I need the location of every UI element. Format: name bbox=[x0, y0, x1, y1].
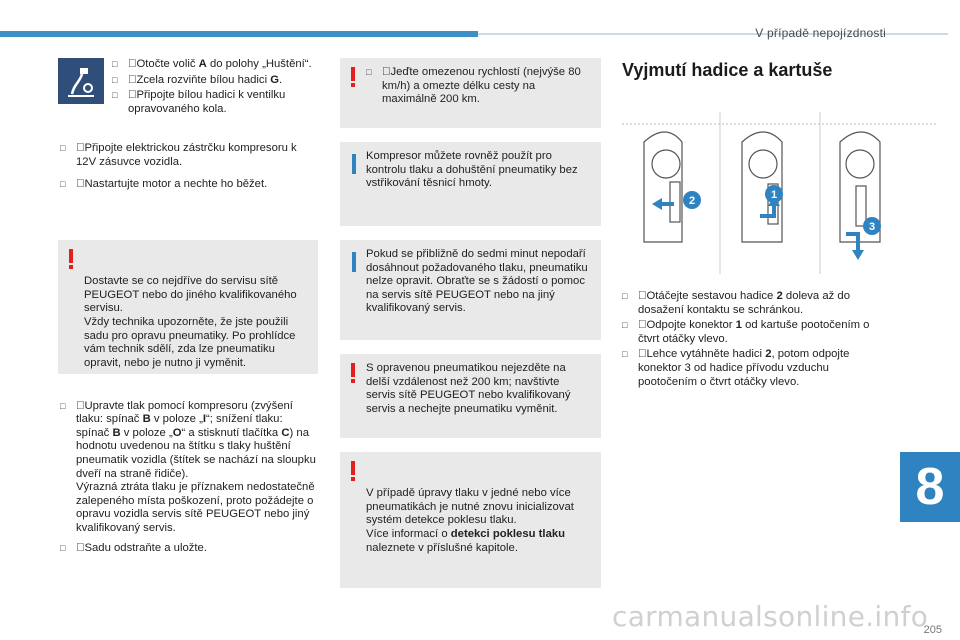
bullet-icon: □ bbox=[112, 90, 118, 101]
bullet-icon: □ bbox=[60, 143, 66, 153]
watermark: carmanualsonline.info bbox=[612, 600, 929, 633]
step-pressure: □ Upravte tlak pomocí kompresoru (zvýšení tlaku: spínač B v poloze „I“; snížení tlaku: spínač B v poloze „O“ a stisknutí tlačítka C) na hodnotu uvedenou na štítku s tlaky huštění pneumatik vozidla (štítek se nachází na sloupku dveří na straně řidiče). Výrazná ztráta tlaku je příznakem nedostatečně zalepeného místa poškození, proto požádejte o opravu vozidla servis sítě PEUGEOT nebo jiný kvalifikovaný servis. bbox=[60, 399, 316, 534]
tire-inflation-icon bbox=[58, 58, 104, 104]
section-title: Vyjmutí hadice a kartuše bbox=[622, 60, 833, 80]
info-icon bbox=[352, 154, 356, 174]
warning-icon bbox=[350, 67, 356, 88]
list-item: □ Otočte volič A do polohy „Huštění“. bbox=[112, 58, 312, 70]
warning-box-speed: □ Jeďte omezenou rychlostí (nejvýše 80 km/h) a omezte délku cesty na maximálně 200 km. bbox=[340, 58, 601, 128]
bullet-icon: □ bbox=[60, 400, 66, 411]
list-item: □ Otáčejte sestavou hadice 2 doleva až do dosažení kontaktu se schránkou. bbox=[622, 290, 850, 316]
page-header-title: V případě nepojízdnosti bbox=[755, 26, 886, 40]
list-item: □ Lehce vytáhněte hadici 2, potom odpojte konektor 3 od hadice přívodu vzduchu pootočením o čtvrt otáčky vlevo. bbox=[622, 348, 850, 388]
bullet-icon: □ bbox=[112, 59, 118, 69]
warning-icon bbox=[350, 363, 356, 384]
svg-text:3: 3 bbox=[868, 221, 876, 233]
warning-box-service: Dostavte se co nejdříve do servisu sítě PEUGEOT nebo do jiného kvalifikovaného servisu. Vždy technika upozorněte, že jste použili sadu pro opravu pneumatiky. Po prohlídce vám technik sdělí, zda lze pneumatiku opravit, nebo je nutno ji vyměnit. bbox=[58, 240, 318, 374]
list-item: □ Připojte bílou hadici k ventilku opravovaného kola. bbox=[112, 89, 286, 115]
chapter-tab: 8 bbox=[900, 452, 960, 522]
svg-text:1: 1 bbox=[770, 189, 778, 201]
list-item: □ Zcela rozviňte bílou hadici G. bbox=[112, 73, 283, 86]
bullet-icon: □ bbox=[112, 74, 118, 85]
step-remove: □ Sadu odstraňte a uložte. bbox=[60, 542, 207, 554]
info-icon bbox=[352, 252, 356, 272]
warning-box-reinit: V případě úpravy tlaku v jedné nebo více pneumatikách je nutné znovu inicializovat systém detekce poklesu tlaku. Více informací o detekci poklesu tlaku naleznete v příslušné kapitole. bbox=[340, 452, 601, 588]
list-item: □ Odpojte konektor 1 od kartuše pootočením o čtvrt otáčky vlevo. bbox=[622, 319, 870, 345]
header-accent-bar bbox=[0, 31, 478, 37]
bullet-icon: □ bbox=[622, 349, 628, 360]
warning-icon bbox=[350, 461, 356, 482]
hose-removal-illustration bbox=[622, 112, 938, 274]
step-connect: □ Připojte elektrickou zástrčku kompresoru k 12V zásuvce vozidla. bbox=[60, 142, 297, 168]
steps-top-list bbox=[112, 58, 312, 118]
page-number: 205 bbox=[923, 624, 942, 636]
bullet-icon: □ bbox=[60, 179, 66, 189]
bullet-icon: □ bbox=[60, 543, 66, 553]
step-engine: □ Nastartujte motor a nechte ho běžet. bbox=[60, 178, 268, 190]
svg-text:2: 2 bbox=[688, 195, 696, 207]
warning-icon bbox=[68, 249, 74, 270]
warning-box-distance: S opravenou pneumatikou nejezděte na delší vzdálenost než 200 km; navštivte servis sítě PEUGEOT nebo kvalifikovaný servis a nechejte pneumatiku vyměnit. bbox=[340, 354, 601, 438]
removal-steps-list bbox=[622, 290, 890, 391]
bullet-icon: □ bbox=[366, 67, 372, 77]
bullet-icon: □ bbox=[622, 291, 628, 301]
info-box-compressor: Kompresor můžete rovněž použít pro kontrolu tlaku a dohuštění pneumatiky bez vstřikování těsnicí hmoty. bbox=[340, 142, 601, 226]
bullet-icon: □ bbox=[622, 320, 628, 331]
info-box-seven-minutes: Pokud se přibližně do sedmi minut nepodaří dosáhnout požadovaného tlaku, pneumatiku nelze opravit. Obraťte se s žádostí o pomoc na servis sítě PEUGEOT nebo na jiný kvalifikovaný servis. bbox=[340, 240, 601, 340]
